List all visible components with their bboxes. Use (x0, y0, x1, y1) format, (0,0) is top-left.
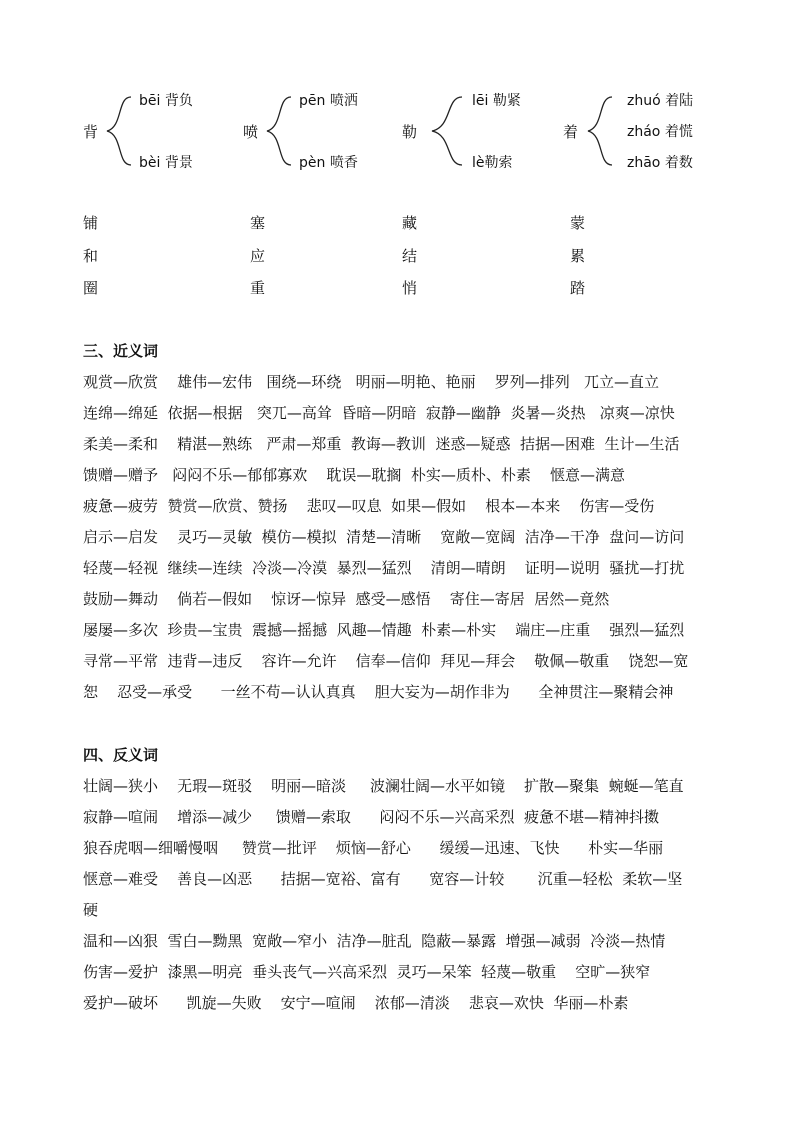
text-line: 启示—启发 灵巧—灵敏 模仿—模拟 清楚—清晰 宽敞—宽阔 洁净—干净 盘问—访问 (83, 528, 685, 546)
polyphone-char-le: 勒 (402, 123, 418, 141)
text-line: 连绵—绵延 依据—根据 突兀—高耸 昏暗—阴暗 寂静—幽静 炎暑—炎热 凉爽—凉快 (83, 404, 675, 422)
polyphone-char-pen: 喷 (243, 123, 259, 141)
section-heading: 三、近义词 (83, 342, 159, 360)
polyphone-reading: bēi 背负 (139, 93, 193, 109)
text-line: 馈赠—赠予 闷闷不乐—郁郁寡欢 耽误—耽搁 朴实—质朴、朴素 惬意—满意 (83, 466, 625, 484)
grid-char: 塞 (250, 214, 266, 232)
grid-char: 重 (250, 279, 266, 297)
text-line: 寻常—平常 违背—违反 容许—允许 信奉—信仰 拜见—拜会 敬佩—敬重 饶恕—宽 (83, 652, 689, 670)
polyphone-reading: zhuó 着陆 (627, 93, 694, 109)
polyphone-reading: lēi 勒紧 (472, 93, 521, 109)
polyphone-reading: zhāo 着数 (627, 155, 693, 171)
char-grid-row (0, 245, 794, 269)
text-line: 伤害—爱护 漆黑—明亮 垂头丧气—兴高采烈 灵巧—呆笨 轻蔑—敬重 空旷—狭窄 (83, 963, 651, 981)
grid-char: 应 (250, 247, 266, 265)
grid-char: 累 (570, 247, 586, 265)
grid-char: 铺 (83, 214, 99, 232)
text-line: 壮阔—狭小 无瑕—斑驳 明丽—暗淡 波澜壮阔—水平如镜 扩散—聚集 蜿蜒—笔直 (83, 777, 684, 795)
grid-char: 圈 (83, 279, 99, 297)
polyphone-reading: zháo 着慌 (627, 124, 693, 140)
brace-icon (103, 94, 133, 168)
text-line: 屡屡—多次 珍贵—宝贵 震撼—摇撼 风趣—情趣 朴素—朴实 端庄—庄重 强烈—猛烈 (83, 621, 685, 639)
grid-char: 藏 (402, 214, 418, 232)
text-line: 硬 (83, 901, 99, 919)
polyphone-char-bei: 背 (83, 123, 99, 141)
text-line: 观赏—欣赏 雄伟—宏伟 围绕—环绕 明丽—明艳、艳丽 罗列—排列 兀立—直立 (83, 373, 660, 391)
char-grid-row (0, 277, 794, 301)
polyphone-reading: bèi 背景 (139, 155, 193, 171)
polyphone-reading: pēn 喷洒 (299, 93, 358, 109)
brace-icon (584, 94, 614, 168)
char-grid-row (0, 212, 794, 236)
text-line: 恕 忍受—承受 一丝不苟—认认真真 胆大妄为—胡作非为 全神贯注—聚精会神 (83, 683, 674, 701)
polyphone-reading: pèn 喷香 (299, 155, 358, 171)
text-line: 柔美—柔和 精湛—熟练 严肃—郑重 教诲—教训 迷惑—疑惑 拮据—困难 生计—生活 (83, 435, 680, 453)
text-line: 爱护—破坏 凯旋—失败 安宁—喧闹 浓郁—清淡 悲哀—欢快 华丽—朴素 (83, 994, 629, 1012)
grid-char: 和 (83, 247, 99, 265)
text-line: 温和—凶狠 雪白—黝黑 宽敞—窄小 洁净—脏乱 隐蔽—暴露 增强—减弱 冷淡—热情 (83, 932, 666, 950)
polyphone-reading: lè勒索 (472, 155, 513, 171)
grid-char: 结 (402, 247, 418, 265)
grid-char: 蒙 (570, 214, 586, 232)
text-line: 狼吞虎咽—细嚼慢咽 赞赏—批评 烦恼—舒心 缓缓—迅速、飞快 朴实—华丽 (83, 839, 664, 857)
text-line: 轻蔑—轻视 继续—连续 冷淡—冷漠 暴烈—猛烈 清朗—晴朗 证明—说明 骚扰—打扰 (83, 559, 685, 577)
brace-icon (428, 94, 464, 168)
brace-icon (263, 94, 293, 168)
text-line: 鼓励—舞动 倘若—假如 惊讶—惊异 感受—感悟 寄住—寄居 居然—竟然 (83, 590, 610, 608)
text-line: 惬意—难受 善良—凶恶 拮据—宽裕、富有 宽容—计较 沉重—轻松 柔软—坚 (83, 870, 683, 888)
text-line: 疲惫—疲劳 赞赏—欣赏、赞扬 悲叹—叹息 如果—假如 根本—本来 伤害—受伤 (83, 497, 655, 515)
text-line: 寂静—喧闹 增添—减少 馈赠—索取 闷闷不乐—兴高采烈 疲惫不堪—精神抖擞 (83, 808, 660, 826)
grid-char: 踏 (570, 279, 586, 297)
polyphone-char-zhe: 着 (563, 123, 579, 141)
grid-char: 悄 (402, 279, 418, 297)
section-heading: 四、反义词 (83, 746, 159, 764)
